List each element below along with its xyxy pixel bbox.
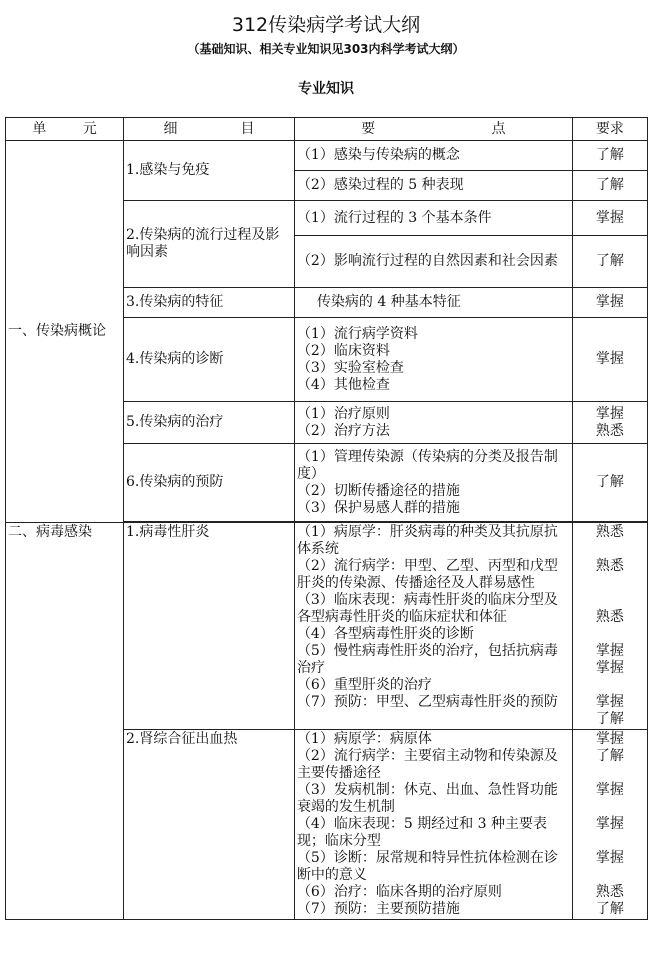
detail-cell: 2.肾综合征出血热 (124, 730, 295, 920)
detail-cell: 1.感染与免疫 (124, 141, 295, 201)
req-cell: 熟悉 熟悉 熟悉 掌握 掌握 掌握 了解 (572, 523, 647, 730)
document-subtitle: （基础知识、相关专业知识见303内科学考试大纲） (187, 42, 465, 56)
req-cell: 了解 (572, 236, 647, 288)
syllabus-table (5, 117, 648, 920)
table-row (6, 141, 648, 171)
header-points: 要 点 (294, 118, 572, 141)
detail-cell: 1.病毒性肝炎 (124, 523, 295, 730)
point-cell: （1）治疗原则 （2）治疗方法 (294, 402, 572, 444)
point-cell: 传染病的 4 种基本特征 (294, 288, 572, 318)
req-cell: 了解 (572, 141, 647, 171)
section-title: 专业知识 (298, 81, 354, 97)
header-req: 要求 (572, 118, 647, 141)
req-cell: 掌握 熟悉 (572, 402, 647, 444)
req-cell: 了解 (572, 171, 647, 201)
point-cell: （1）流行病学资料 （2）临床资料 （3）实验室检查 （4）其他检查 (294, 318, 572, 402)
req-cell: 掌握 (572, 201, 647, 236)
point-cell: （1）流行过程的 3 个基本条件 (294, 201, 572, 236)
header-row (6, 118, 648, 141)
detail-cell: 4.传染病的诊断 (124, 318, 295, 402)
unit-cell: 二、病毒感染 (6, 523, 124, 920)
req-cell: 掌握 了解 掌握 掌握 掌握 熟悉 了解 (572, 730, 647, 920)
point-cell: （2）感染过程的 5 种表现 (294, 171, 572, 201)
detail-cell: 5.传染病的治疗 (124, 402, 295, 444)
detail-cell: 6.传染病的预防 (124, 444, 295, 522)
req-cell: 掌握 (572, 318, 647, 402)
detail-cell: 2.传染病的流行过程及影响因素 (124, 201, 295, 288)
req-cell: 了解 (572, 444, 647, 522)
point-cell: （2）影响流行过程的自然因素和社会因素 (294, 236, 572, 288)
document-title: 312传染病学考试大纲 (231, 14, 421, 36)
req-cell: 掌握 (572, 288, 647, 318)
table-row (6, 523, 648, 730)
point-cell: （1）病原学：肝炎病毒的种类及其抗原抗体系统 （2）流行病学：甲型、乙型、丙型和戊型肝炎的传染源、传播途径及人群易感性 （3）临床表现：病毒性肝炎的临床分型及各型病毒性肝炎的临床症状和体征 （4）各型病毒性肝炎的诊断 （5）慢性病毒性肝炎的治疗，包括抗病毒治疗 （6）重型肝炎的治疗 （7）预防：甲型、乙型病毒性肝炎的预防 (294, 523, 572, 730)
header-detail: 细 目 (124, 118, 295, 141)
detail-cell: 3.传染病的特征 (124, 288, 295, 318)
header-unit: 单 元 (6, 118, 124, 141)
unit-cell: 一、传染病概论 (6, 141, 124, 523)
point-cell: （1）病原学：病原体 （2）流行病学：主要宿主动物和传染源及主要传播途径 （3）发病机制：休克、出血、急性肾功能衰竭的发生机制 （4）临床表现：5 期经过和 3 种主要表现；临床分型 （5）诊断：尿常规和特异性抗体检测在诊断中的意义 （6）治疗：临床各期的治疗原则 （7）预防：主要预防措施 (294, 730, 572, 920)
point-cell: （1）感染与传染病的概念 (294, 141, 572, 171)
point-cell: （1）管理传染源（传染病的分类及报告制度） （2）切断传播途径的措施 （3）保护易感人群的措施 (294, 444, 572, 522)
